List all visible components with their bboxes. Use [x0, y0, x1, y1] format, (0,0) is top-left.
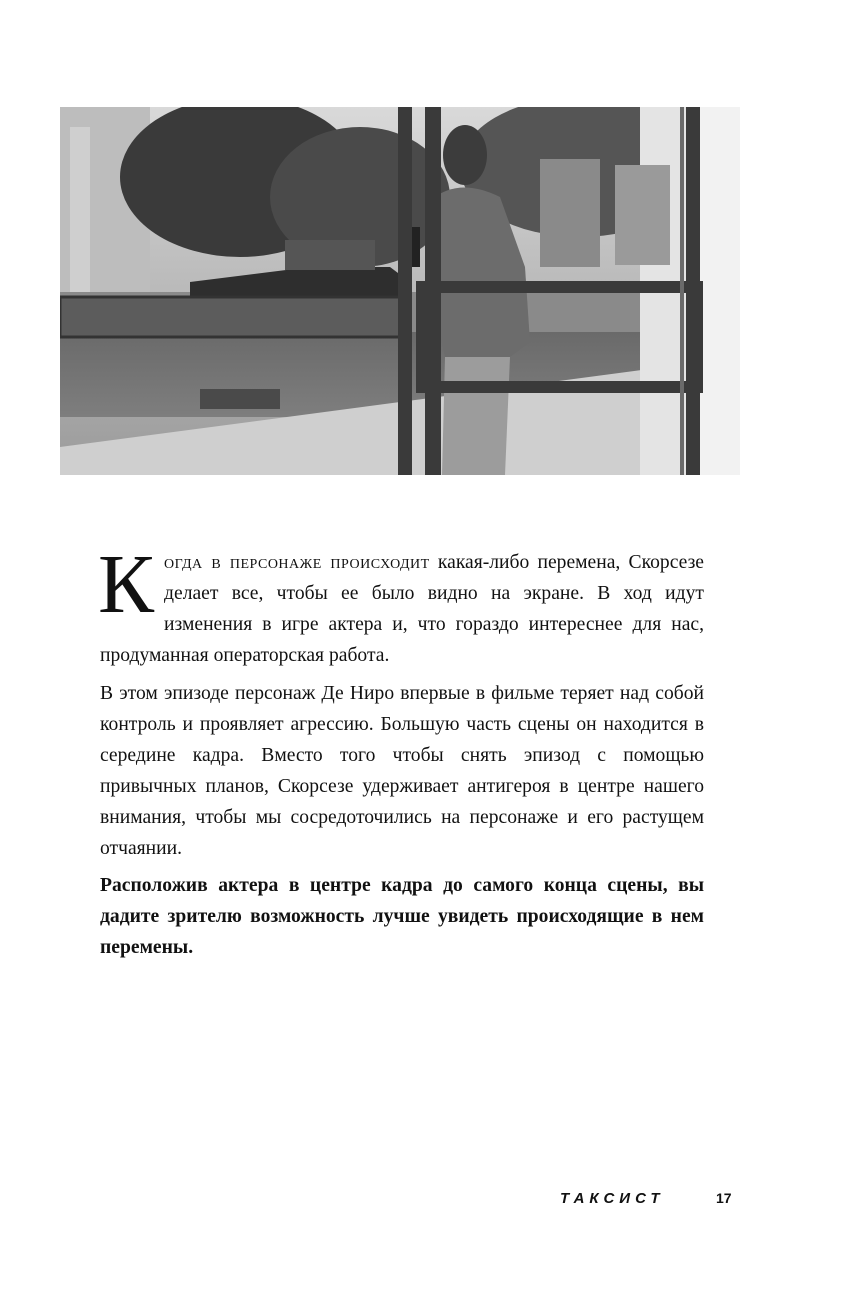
film-still-photo [60, 107, 740, 475]
intro-paragraph [98, 538, 705, 671]
key-takeaway-text: Расположив актера в центре кадра до самого конца сцены, вы дадите зрителю возможность лучше увидеть происходящие в нем перемены. [100, 875, 704, 958]
key-takeaway-paragraph [100, 870, 704, 963]
page-number: 17 [716, 1190, 732, 1206]
intro-text: какая-либо перемена, Скорсезе делает все, чтобы ее было видно на экране. В ход идут изменения в игре актера и, что гораздо интереснее для нас, продуманная операторская работа. [100, 552, 705, 666]
intro-lead-words: огда в персонаже происходит [164, 552, 430, 573]
body-paragraph [100, 678, 704, 864]
drop-cap: К [98, 538, 155, 631]
running-footer-title: ТАКСИСТ [560, 1190, 665, 1207]
body-paragraph-text: В этом эпизоде персонаж Де Ниро впервые в фильме теряет над собой контроль и проявляет агрессию. Большую часть сцены он находится в середине кадра. Вместо того чтобы снять эпизод с помощью привычных планов, Скорсезе удерживает антигероя в центре нашего внимания, чтобы мы сосредоточились на персонаже и его растущем отчаянии. [100, 683, 704, 859]
